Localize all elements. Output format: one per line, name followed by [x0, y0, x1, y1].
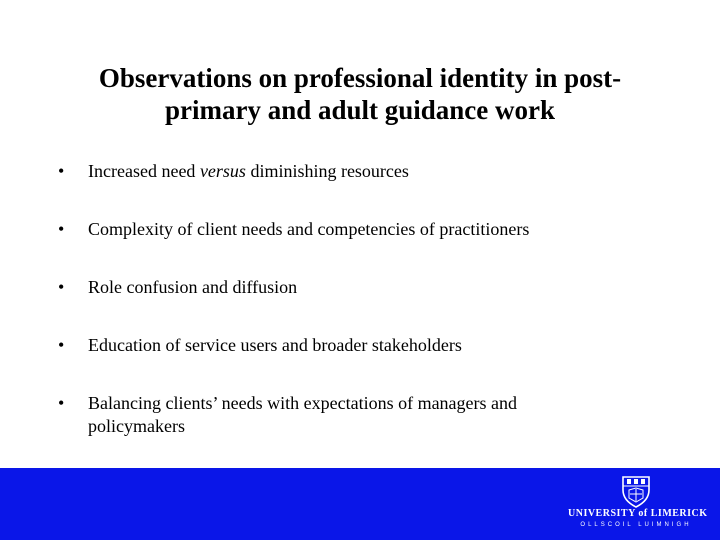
bullet-item [58, 334, 618, 357]
bullet-icon: • [58, 219, 65, 239]
logo-name: UNIVERSITY of LIMERICK [568, 508, 708, 519]
bullet-icon: • [58, 335, 65, 355]
bullet-text: Balancing clients’ needs with expectations of managers and policymakers [88, 393, 518, 436]
slide-title-line-1: Observations on professional identity in post- [98, 63, 622, 93]
slide-title-line-2: primary and adult guidance work [164, 95, 556, 125]
bullet-text: Role confusion and diffusion [88, 277, 298, 297]
bullet-item [58, 160, 618, 183]
bullet-icon: • [58, 393, 65, 413]
university-crest-icon [620, 474, 652, 508]
bullet-text: Education of service users and broader stakeholders [88, 335, 462, 355]
slide-title [40, 62, 680, 126]
bullet-icon: • [58, 277, 65, 297]
bullet-text-end: diminishing resources [245, 161, 409, 181]
bullet-item [58, 392, 618, 438]
bullet-list [58, 160, 618, 473]
bullet-item [58, 218, 618, 241]
bullet-text-start: Increased need [88, 161, 200, 181]
bullet-icon: • [58, 161, 65, 181]
university-logo [568, 472, 708, 534]
logo-subtitle: OLLSCOIL LUIMNIGH [580, 522, 692, 528]
bullet-text-emphasis: versus [199, 161, 246, 181]
bullet-text: Complexity of client needs and competencies of practitioners [88, 219, 530, 239]
bullet-item [58, 276, 618, 299]
